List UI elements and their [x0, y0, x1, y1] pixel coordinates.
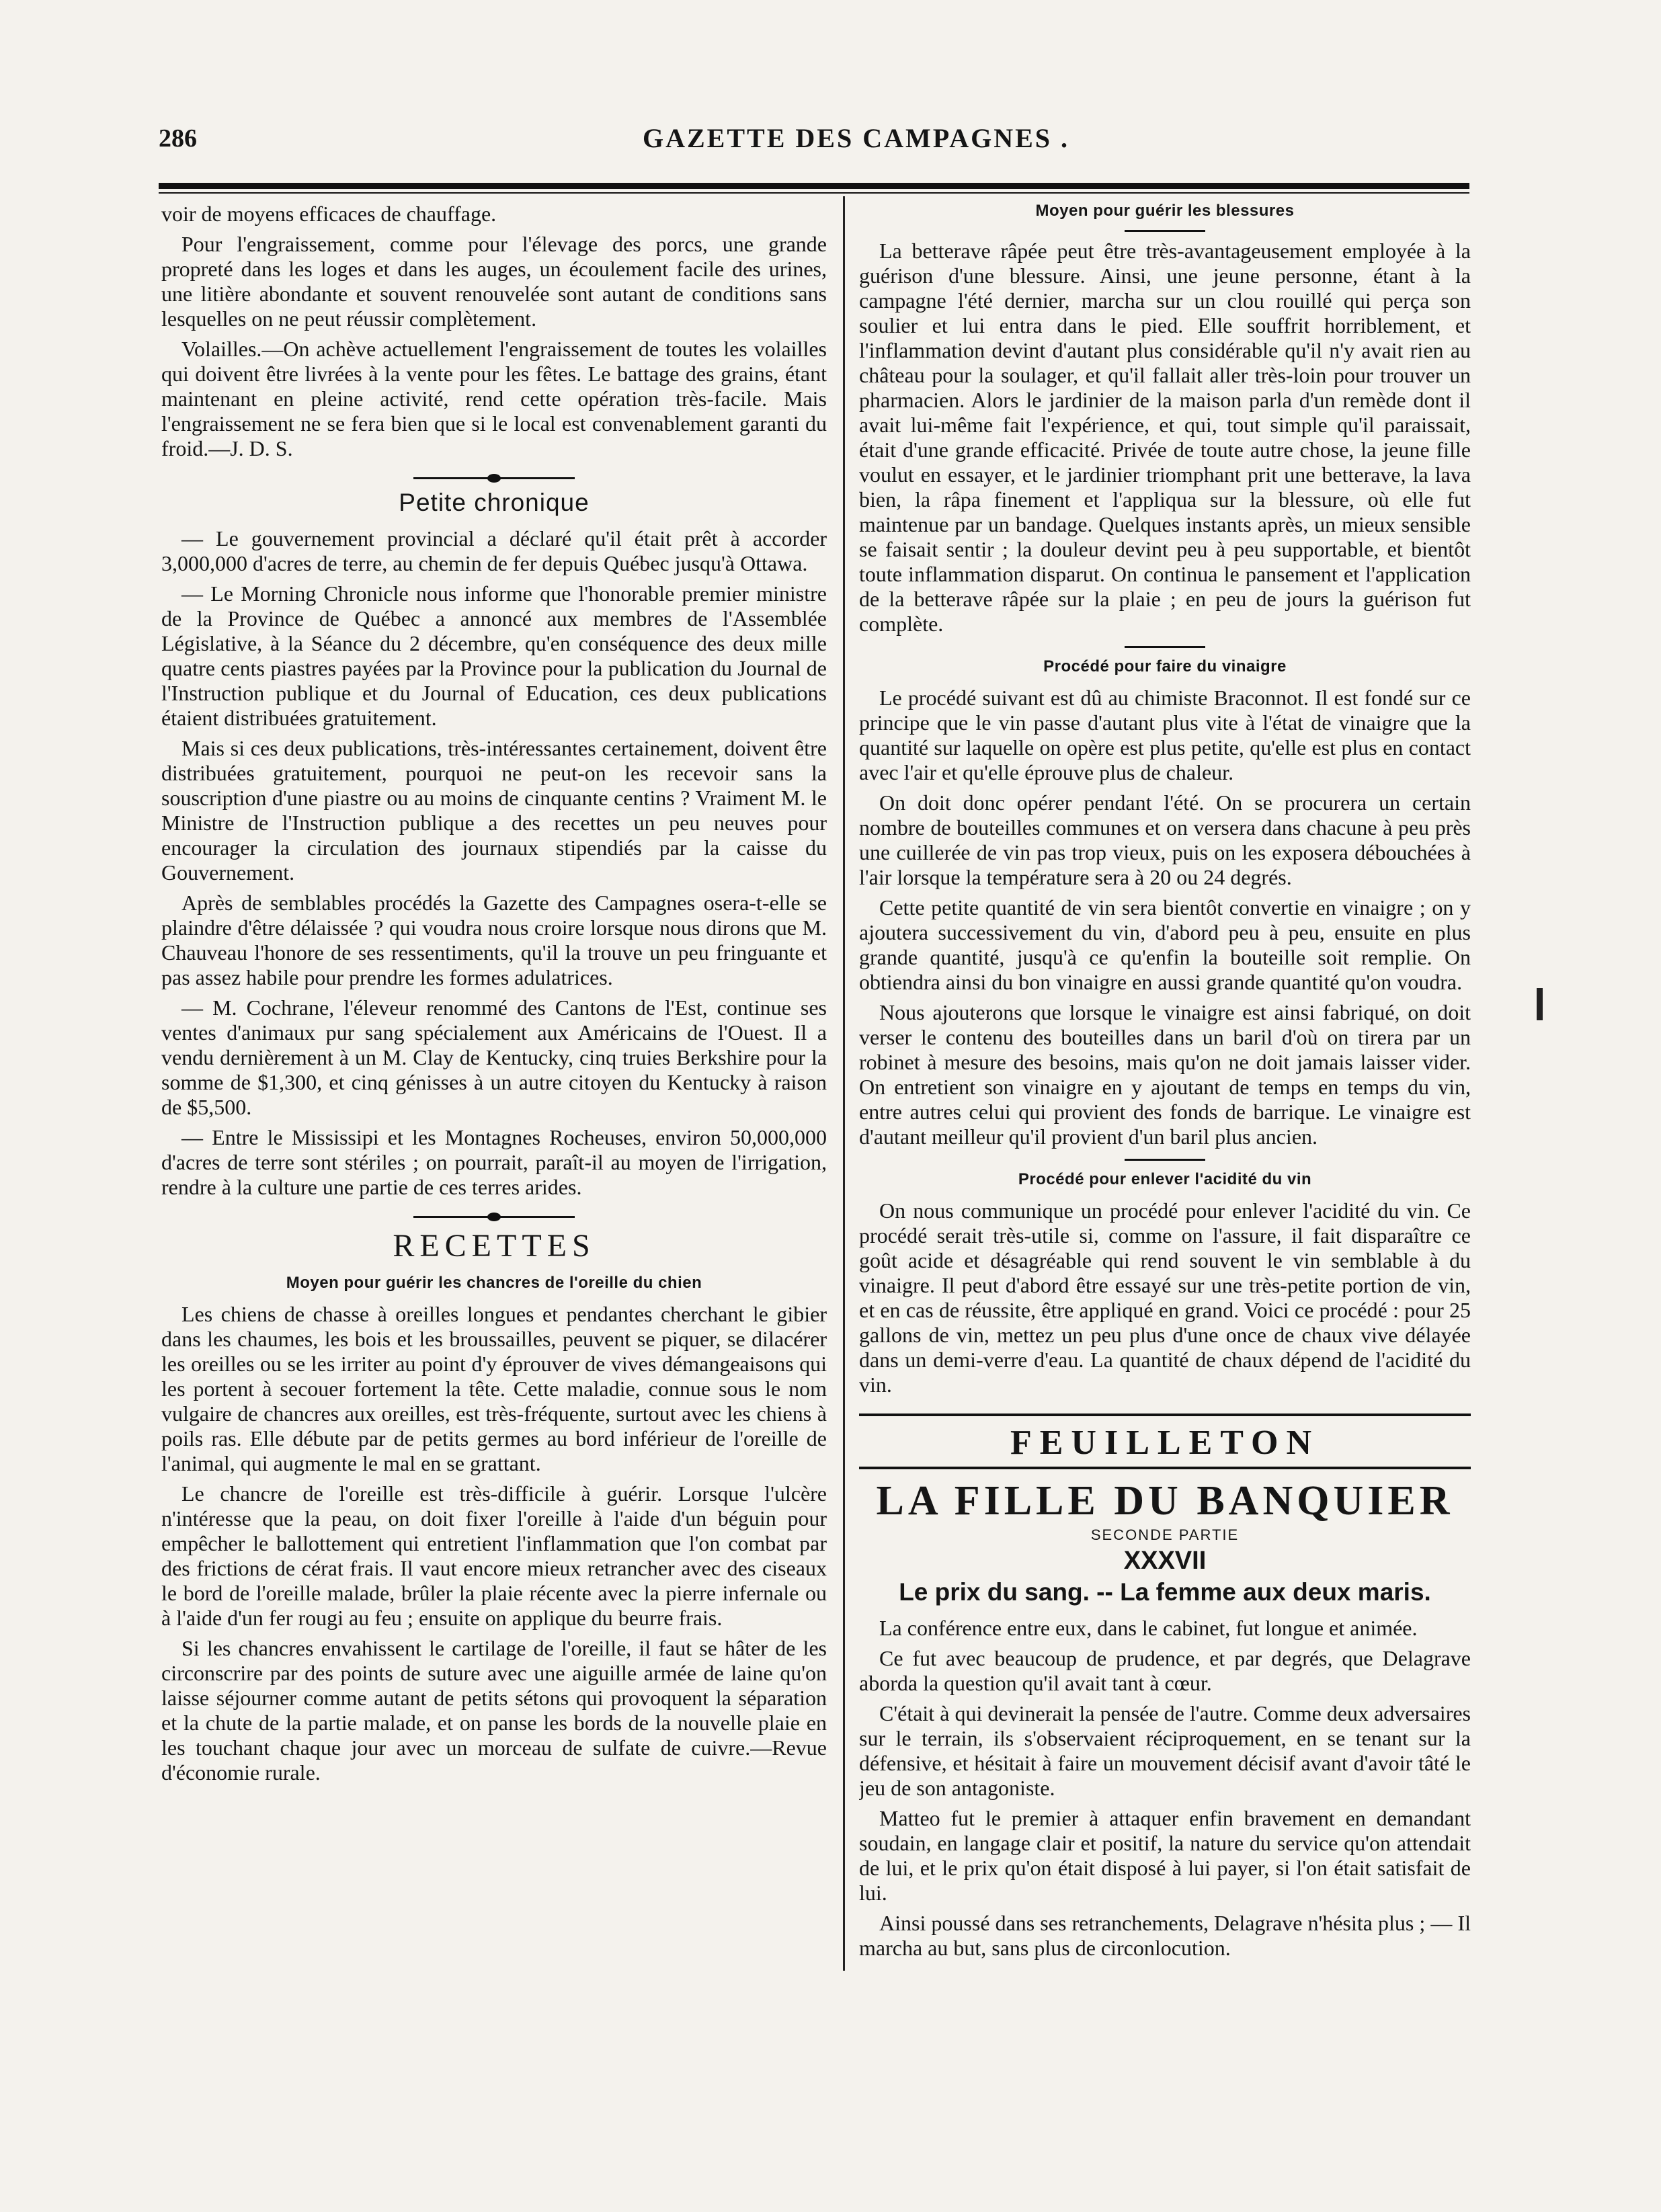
- chapter-title: Le prix du sang. -- La femme aux deux maris.: [899, 1578, 1431, 1606]
- paragraph: Ainsi poussé dans ses retranchements, Delagrave n'hésita plus ; — Il marcha au but, sans plus de circonlocution.: [859, 1911, 1471, 1960]
- section-separator: [413, 477, 575, 479]
- paragraph: On nous communique un procédé pour enlever l'acidité du vin. Ce procédé serait très-utile si, comme on l'assure, il fait disparaître ce goût acide et désagréable qui rend souvent le vin semblable à du vinaigre. Il peut d'abord être essayé sur une très-petite portion de vin, et en cas de réussite, être appliqué en grand. Voici ce procédé : pour 25 gallons de vin, mettez un peu plus d'une once de chaux vive délayée dans un demi-verre d'eau. La quantité de chaux dépend de l'acidité du vin.: [859, 1198, 1471, 1397]
- article-heading: Moyen pour guérir les blessures: [1035, 202, 1295, 220]
- column-divider: [843, 196, 845, 1971]
- running-title: GAZETTE DES CAMPAGNES .: [643, 123, 1070, 153]
- header-rule-thin: [159, 192, 1469, 194]
- paragraph: Le procédé suivant est dû au chimiste Braconnot. Il est fondé sur ce principe que le vin passe d'autant plus vite à l'état de vinaigre que la quantité sur laquelle on opère est plus petite, qu'elle est plus en contact avec l'air et qu'elle éprouve plus de chaleur.: [859, 686, 1471, 784]
- short-rule: [1125, 230, 1205, 232]
- feuilleton-banner: [859, 1414, 1471, 1469]
- paragraph: Nous ajouterons que lorsque le vinaigre est ainsi fabriqué, on doit verser le contenu des bouteilles dans un baril d'où on tirera par un robinet à mesure des besoins, mais qu'on ne doit jamais laisser vider. On entretient son vinaigre en y ajoutant de temps en temps du vin, entre autres celui qui provient des fonds de barrique. Le vinaigre est d'autant meilleur qu'il provient d'un baril plus ancien.: [859, 1000, 1471, 1149]
- short-rule: [1125, 1159, 1205, 1161]
- paragraph: — M. Cochrane, l'éleveur renommé des Cantons de l'Est, continue ses ventes d'animaux pur sang spécialement aux Américains de l'Ouest. Il a vendu dernièrement à un M. Clay de Kentucky, cinq truies Berkshire pour la somme de $1,300, et cinq génisses à un autre citoyen du Kentucky à raison de $5,500.: [161, 995, 827, 1119]
- section-separator: [413, 1216, 575, 1218]
- paragraph: voir de moyens efficaces de chauffage.: [161, 202, 497, 226]
- paragraph: — Le Morning Chronicle nous informe que l'honorable premier ministre de la Province de Québec a annoncé aux membres de l'Assemblée Législative, à la Séance du 2 décembre, qu'en conséquence des deux mille quatre cents piastres payées par la Province pour la publication du Journal de l'Instruction publique et du Journal of Education, ces deux publications étaient distribuées gratuitement.: [161, 581, 827, 730]
- paragraph: Le chancre de l'oreille est très-difficile à guérir. Lorsque l'ulcère n'intéresse que la peau, on doit fixer l'oreille à l'aide d'un béguin pour empêcher le ballottement qui entretient l'inflammation que l'on combat par des frictions de cérat frais. Il vaut encore mieux retrancher avec des ciseaux le bord de l'oreille malade, brûler la plaie récente avec la pierre infernale ou à l'aide d'un fer rougi au feu ; ensuite on applique du beurre frais.: [161, 1481, 827, 1630]
- paragraph: Après de semblables procédés la Gazette des Campagnes osera-t-elle se plaindre d'être délaissée ? qui voudra nous croire lorsque nous dirons que M. Chauveau l'honore de ses ressentiments, qu'il la trouve un peu fringuante et pas assez habile pour prendre les formes adulatrices.: [161, 891, 827, 989]
- section-heading-recettes: RECETTES: [393, 1228, 596, 1264]
- paragraph: — Le gouvernement provincial a déclaré qu'il était prêt à accorder 3,000,000 d'acres de terre, au chemin de fer depuis Québec jusqu'à Ottawa.: [161, 526, 827, 575]
- paragraph: Les chiens de chasse à oreilles longues et pendantes cherchant le gibier dans les chaumes, les bois et les broussailles, peuvent se piquer, se dilacérer les oreilles ou se les irriter au point d'y éprouver de vives démangeaisons qui les portent à secouer fortement la tête. Cette maladie, connue sous le nom vulgaire de chancres aux oreilles, est très-fréquente, surtout avec les chiens à poils ras. Elle débute par de petits germes au bord inférieur de l'oreille de l'animal, qui augmente le mal en se grattant.: [161, 1302, 827, 1475]
- serial-part: SECONDE PARTIE: [1090, 1526, 1240, 1543]
- left-column: [161, 202, 827, 1976]
- section-heading-chronique: Petite chronique: [399, 489, 590, 516]
- paragraph: Cette petite quantité de vin sera bientôt convertie en vinaigre ; on y ajoutera successivement du vin, d'abord peu à peu, ensuite en plus grande quantité, jusqu'à ce qu'enfin la bouteille soit remplie. On obtiendra ainsi du bon vinaigre en aussi grande quantité qu'on voudra.: [859, 895, 1471, 994]
- serial-title: LA FILLE DU BANQUIER: [876, 1478, 1454, 1524]
- article-heading: Procédé pour enlever l'acidité du vin: [1018, 1170, 1312, 1188]
- paragraph: Ce fut avec beaucoup de prudence, et par degrés, que Delagrave aborda la question qu'il avait tant à cœur.: [859, 1646, 1471, 1695]
- article-heading: Procédé pour faire du vinaigre: [1043, 657, 1287, 675]
- paragraph: La conférence entre eux, dans le cabinet, fut longue et animée.: [879, 1616, 1418, 1640]
- page-number: 286: [159, 124, 197, 153]
- paragraph: C'était à qui devinerait la pensée de l'autre. Comme deux adversaires sur le terrain, ils s'observaient réciproquement, en se tenant sur la défensive, et hésitait à faire un mouvement décisif avant d'avoir tâté le jeu de son antagoniste.: [859, 1701, 1471, 1800]
- feuilleton-label: FEUILLETON: [1010, 1424, 1320, 1462]
- page-header: [159, 114, 1469, 161]
- short-rule: [1125, 646, 1205, 648]
- paragraph: Matteo fut le premier à attaquer enfin bravement en demandant soudain, en langage clair et positif, la nature du service qu'on attendait de lui, et le prix qu'on était disposé à lui payer, si l'on était satisfait de lui.: [859, 1806, 1471, 1905]
- header-rule-thick: [159, 183, 1469, 189]
- paragraph: — Entre le Mississipi et les Montagnes Rocheuses, environ 50,000,000 d'acres de terre sont stériles ; on pourrait, paraît-il au moyen de l'irrigation, rendre à la culture une partie de ces terres arides.: [161, 1125, 827, 1199]
- paragraph: Pour l'engraissement, comme pour l'élevage des porcs, une grande propreté dans les loges et dans les auges, un écoulement facile des urines, une litière abondante et souvent renouvelée sont autant de conditions sans lesquelles on ne peut réussir complètement.: [161, 232, 827, 331]
- right-column: [859, 202, 1471, 1976]
- paragraph: Si les chancres envahissent le cartilage de l'oreille, il faut se hâter de les circonscrire par des points de suture avec une aiguille armée de laine qu'on laisse séjourner comme autant de petits sétons qui provoquent la séparation et la chute de la partie malade, et on panse les bords de la nouvelle plaie en les touchant chaque jour avec un morceau de sulfate de cuivre.—Revue d'économie rurale.: [161, 1636, 827, 1785]
- paragraph: Mais si ces deux publications, très-intéressantes certainement, doivent être distribuées gratuitement, pourquoi ne peut-on les recevoir sans la souscription d'une piastre ou au moins de cinquante centins ? Vraiment M. le Ministre de l'Instruction publique a des recettes un peu neuves pour encourager la circulation des journaux stipendiés par la caisse du Gouvernement.: [161, 736, 827, 885]
- paragraph: On doit donc opérer pendant l'été. On se procurera un certain nombre de bouteilles communes et on versera dans chacune à peu près une cuillerée de vin pas trop vieux, puis on les exposera débouchées à l'air lorsque la température sera à 20 ou 24 degrés.: [859, 790, 1471, 889]
- paragraph: Volailles.—On achève actuellement l'engraissement de toutes les volailles qui doivent être livrées à la vente pour les fêtes. Le battage des grains, étant maintenant en pleine activité, rend cette opération très-facile. Mais l'engraissement ne se fera bien que si le local est convenablement garanti du froid.—J. D. S.: [161, 337, 827, 460]
- paragraph: La betterave râpée peut être très-avantageusement employée à la guérison d'une blessure. Ainsi, une jeune personne, étant à la campagne l'été dernier, marcha sur un clou rouillé qui perça son soulier et lui entra dans le pied. Elle souffrit horriblement, et l'inflammation devint d'autant plus considérable qu'il n'y avait rien au château pour la soulager, et qu'il fallait aller très-loin pour trouver un pharmacien. Alors le jardinier de la maison parla d'un remède dont il avait lui-même fait l'expérience, et qui, tout simple qu'il paraissait, était d'une grande efficacité. Privée de toute autre chose, la jeune fille voulut en essayer, et le jardinier triomphant prit une betterave, la lava bien, la râpa finement et l'appliqua sur la blessure, où elle fut maintenue par un bandage. Quelques instants après, un mieux sensible se faisait sentir ; la douleur devint peu à peu supportable, et bientôt toute inflammation disparut. On continua le pansement et l'application de la betterave râpée sur la plaie ; en peu de jours la guérison fut complète.: [859, 239, 1471, 636]
- article-heading: Moyen pour guérir les chancres de l'oreille du chien: [286, 1274, 702, 1292]
- chapter-number: XXXVII: [1123, 1547, 1207, 1575]
- margin-mark: [1537, 988, 1543, 1020]
